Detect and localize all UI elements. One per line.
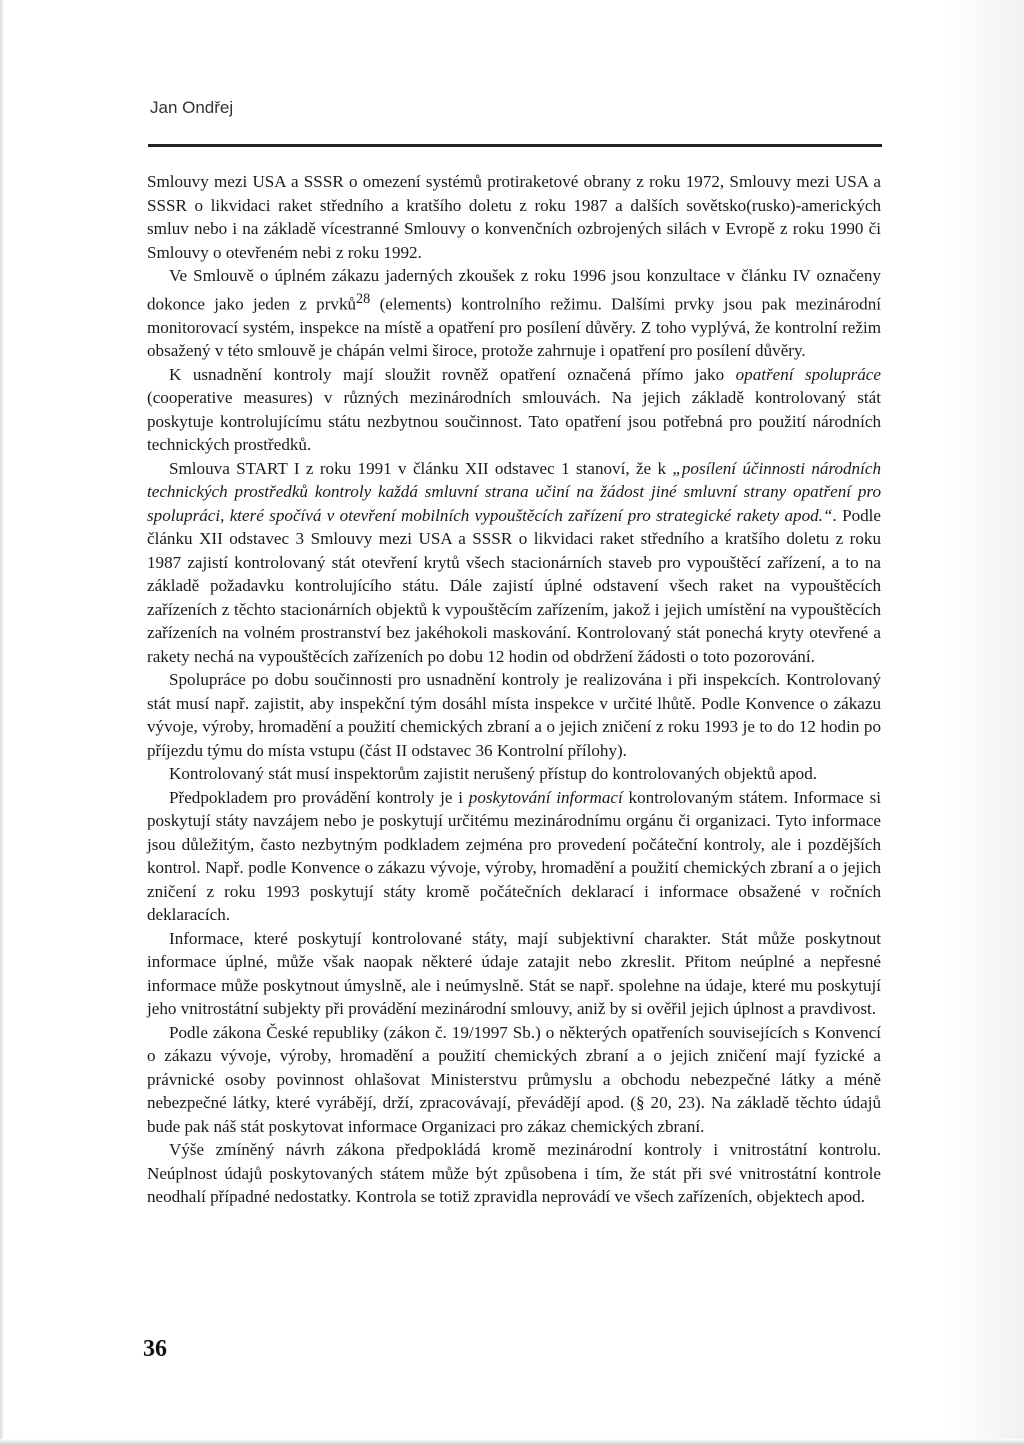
running-head-author: Jan Ondřej [150,98,234,117]
scan-edge-right [944,0,1024,1445]
paragraph-1: Smlouvy mezi USA a SSSR o omezení systémů protiraketové obrany z roku 1972, Smlouvy mezi USA a SSSR o likvidaci raket středního a kratšího doletu z roku 1987 a dalších sovětsko(rusko)-amerických smluv nebo i na základě vícestranné Smlouvy o konvenčních ozbrojených silách v Evropě z roku 1990 či Smlouvy o otevřeném nebi z roku 1992. [147,172,881,262]
paragraph-5: Spolupráce po dobu součinnosti pro usnadnění kontroly je realizována i při inspekcích. Kontrolovaný stát musí např. zajistit, aby inspekční tým dosáhl místa inspekce v určité lhůtě. Podle Konvence o zákazu vývoje, výroby, hromadění a použití chemických zbraní a o jejich zničení z roku 1993 je to do 12 hodin po příjezdu týmu do místa vstupu (část II odstavec 36 Kontrolní přílohy). [147,670,881,760]
footnote-ref-28: 28 [356,290,371,307]
paragraph-4-text-b: . Podle článku XII odstavec 3 Smlouvy mezi USA a SSSR o likvidaci raket středního a kratšího doletu z roku 1987 zajistí kontrolovaný stát otevření krytů všech stacionárních staveb pro vypouštěcí zařízení, a to na základě požadavku kontrolujícího státu. Dále zajistí úplné odstavení všech raket na vypouštěcích zařízeních z těchto stacionárních objektů k vypouštěcím zařízením, jakož i jejich umístění na vypouštěcích zařízeních na volném prostranství bez jakéhokoli maskování. Kontrolovaný stát ponechá kryty otevřené a rakety nechá na vypouštěcích zařízeních po dobu 12 hodin od obdržení žádosti o toto pozorování. [147,505,882,666]
paragraph-2-text-b: (elements) kontrolního režimu. Dalšími prvky jsou pak mezinárodní monitorovací systém, inspekce na místě a opatření pro posílení důvěry. Z toho vyplývá, že kontrolní režim obsažený v této smlouvě je chápán velmi široce, protože zahrnuje i opatření pro posílení důvěry. [147,294,881,361]
paragraph-2-text-a: Ve Smlouvě o úplném zákazu jaderných zkoušek z roku 1996 jsou konzultace v článku IV označeny dokonce jako jeden z prvků [147,266,881,314]
scan-edge-left [0,0,4,1445]
paragraph-4 [147,457,881,669]
paragraph-3-text-b: (cooperative measures) v různých mezinárodních smlouvách. Na jejich základě kontrolovaný stát poskytuje kontrolujícímu státu nezbytnou součinnost. Tato opatření jsou potřebná pro použití národních technických prostředků. [147,388,881,455]
paragraph-4-quotation: „posílení účinnosti národních technických prostředků kontroly každá smluvní strana učiní na žádost jiné smluvní strany opatření pro spolupráci, které spočívá v otevření mobilních vypouštěcích zařízení pro strategické rakety apod.“ [147,458,881,525]
scan-edge-bottom [0,1439,1024,1445]
paragraph-6: Kontrolovaný stát musí inspektorům zajistit nerušený přístup do kontrolovaných objektů apod. [169,764,818,784]
paragraph-7-emphasis: poskytování informací [468,787,623,807]
header-rule [148,144,882,147]
paragraph-7 [147,786,881,927]
paragraph-7-text-a: Předpokladem pro provádění kontroly je i [169,787,469,807]
paragraph-3 [147,363,881,457]
paragraph-7-text-b: kontrolovaným státem. Informace si poskytují státy navzájem nebo je poskytují určitému mezinárodnímu orgánu či organizaci. Tyto informace jsou důležitým, často nezbytným podkladem zejména pro provedení počáteční kontroly, ale i pozdějších kontrol. Např. podle Konvence o zákazu vývoje, výroby, hromadění a použití chemických zbraní a o jejich zničení z roku 1993 poskytují státy kromě počátečních deklarací i informace obsažené v ročních deklaracích. [147,787,881,925]
paragraph-3-emphasis: opatření spolupráce [735,364,881,384]
paragraph-9: Podle zákona České republiky (zákon č. 19/1997 Sb.) o některých opatřeních souvisejících s Konvencí o zákazu vývoje, výroby, hromadění a použití chemických zbraní a o jejich zničení mají fyzické a právnické osoby povinnost ohlašovat Ministerstvu průmyslu a obchodu nebezpečné látky a méně nebezpečné látky, které vyrábějí, drží, zpracovávají, převádějí apod. (§ 20, 23). Na základě těchto údajů bude pak náš stát poskytovat informace Organizaci pro zákaz chemických zbraní. [147,1022,881,1136]
paragraph-2 [147,264,881,363]
paragraph-10: Výše zmíněný návrh zákona předpokládá kromě mezinárodní kontroly i vnitrostátní kontrolu. Neúplnost údajů poskytovaných státem může být způsobena i tím, že stát při své vnitrostátní kontrole neodhalí případné nedostatky. Kontrola se totiž zpravidla neprovádí ve všech zařízeních, objektech apod. [147,1140,881,1207]
page-number: 36 [143,1336,167,1362]
paragraph-3-text-a: K usnadnění kontroly mají sloužit rovněž opatření označená přímo jako [169,364,736,384]
paragraph-8: Informace, které poskytují kontrolované státy, mají subjektivní charakter. Stát může poskytnout informace úplné, může však naopak některé údaje zatajit nebo zkreslit. Přitom neúplné a nepřesné informace může poskytnout úmyslně, ale i neúmyslně. Stát se např. spolehne na údaje, které mu poskytují jeho vnitrostátní subjekty při provádění mezinárodní smlouvy, aniž by si ověřil jejich úplnost a pravdivost. [147,928,881,1019]
paragraph-4-text-a: Smlouva START I z roku 1991 v článku XII odstavec 1 stanoví, že k [169,458,673,478]
body-text [147,170,881,1209]
